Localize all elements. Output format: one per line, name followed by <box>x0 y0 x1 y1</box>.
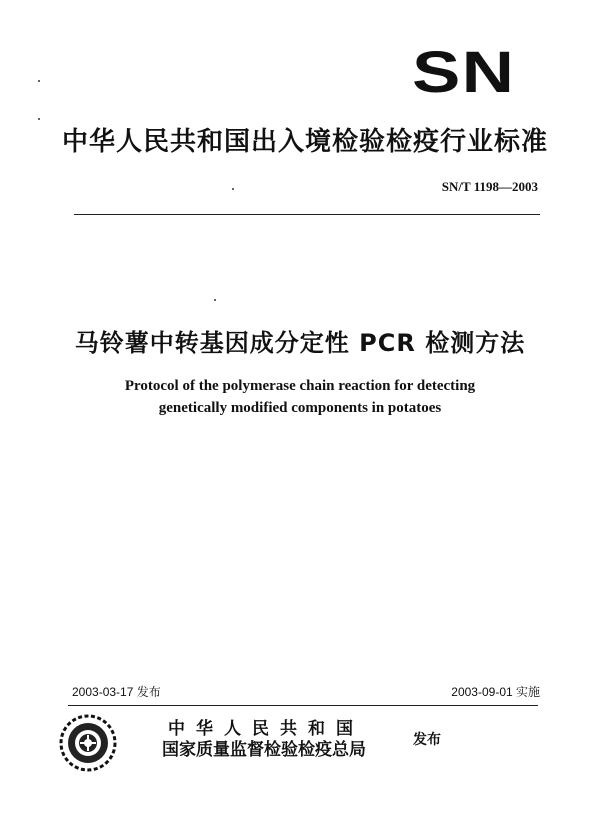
document-title-zh: 马铃薯中转基因成分定性 PCR 检测方法 <box>74 329 526 357</box>
publish-label: 发布 <box>413 732 441 748</box>
header-divider <box>74 214 540 215</box>
scan-speck <box>38 80 40 82</box>
issue-date: 2003-03-17 发布 <box>72 685 161 699</box>
footer-divider <box>68 705 538 706</box>
standard-category-title: 中华人民共和国出入境检验检疫行业标准 <box>62 127 549 157</box>
aqsiq-emblem-icon <box>58 713 118 773</box>
document-title-en <box>0 375 600 419</box>
scan-speck <box>38 118 40 120</box>
standard-code: SN/T 1198—2003 <box>441 179 538 194</box>
scan-speck <box>232 188 234 190</box>
scan-speck <box>214 299 216 301</box>
document-title-en-line2: genetically modified components in potatoes <box>158 400 442 416</box>
publisher-line1: 中华人民共和国 <box>168 719 364 739</box>
document-title-en-line1: Protocol of the polymerase chain reaction for detecting <box>124 378 476 394</box>
sn-logo: SN <box>412 40 516 105</box>
publisher-line2: 国家质量监督检验检疫总局 <box>162 740 366 760</box>
implementation-date: 2003-09-01 实施 <box>451 685 540 699</box>
